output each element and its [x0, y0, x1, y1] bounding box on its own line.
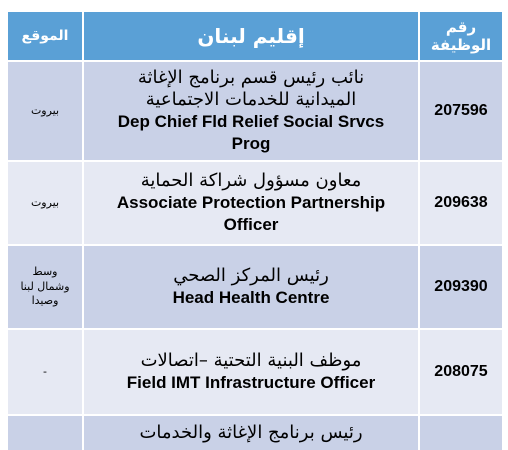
- header-region-title: إقليم لبنان: [83, 11, 419, 61]
- job-title-cell: [83, 329, 419, 415]
- table-header-row: [7, 11, 503, 61]
- table-row: [7, 61, 503, 161]
- job-title-cell: [83, 161, 419, 245]
- job-id-cell: 209638: [419, 161, 503, 245]
- job-id-cell: 209390: [419, 245, 503, 329]
- location-line: -: [43, 364, 47, 378]
- job-title-cell: [83, 415, 419, 450]
- location-line: وصيدا: [31, 294, 59, 308]
- location-cell: [7, 245, 83, 329]
- title-english-line: Dep Chief Fld Relief Social Srvcs: [117, 112, 385, 131]
- job-title-cell: [83, 61, 419, 161]
- job-id-cell: 207596: [419, 61, 503, 161]
- title-arabic-line: معاون مسؤول شراكة الحماية: [140, 170, 362, 191]
- location-cell: [7, 161, 83, 245]
- job-title-cell: [83, 245, 419, 329]
- location-line: بيروت: [30, 103, 60, 117]
- title-english-line: Prog: [231, 134, 271, 153]
- job-id-cell: [419, 415, 503, 450]
- header-job-id: رقم الوظيفة: [419, 11, 503, 61]
- table-row: [7, 245, 503, 329]
- title-arabic-line: نائب رئيس قسم برنامج الإغاثة: [137, 67, 365, 88]
- header-location: الموقع: [7, 11, 83, 61]
- jobs-table: [6, 10, 504, 450]
- table-row: [7, 161, 503, 245]
- title-arabic-line: موظف البنية التحتية –اتصالات: [140, 350, 362, 371]
- table-row: [7, 329, 503, 415]
- title-english-line: Field IMT Infrastructure Officer: [126, 373, 376, 392]
- table-row: [7, 415, 503, 450]
- location-cell: [7, 61, 83, 161]
- job-id-cell: 208075: [419, 329, 503, 415]
- title-arabic-line: رئيس المركز الصحي: [173, 265, 329, 286]
- title-english-line: Officer: [223, 215, 279, 234]
- title-english-line: Associate Protection Partnership: [116, 193, 386, 212]
- title-arabic-line: رئيس برنامج الإغاثة والخدمات: [139, 422, 363, 443]
- title-arabic-line: الميدانية للخدمات الاجتماعية: [145, 89, 357, 110]
- location-line: وسط: [32, 264, 58, 278]
- location-cell: [7, 415, 83, 450]
- location-line: بيروت: [30, 195, 60, 209]
- location-cell: [7, 329, 83, 415]
- location-line: وشمال لبنا: [20, 279, 70, 293]
- title-english-line: Head Health Centre: [172, 288, 330, 307]
